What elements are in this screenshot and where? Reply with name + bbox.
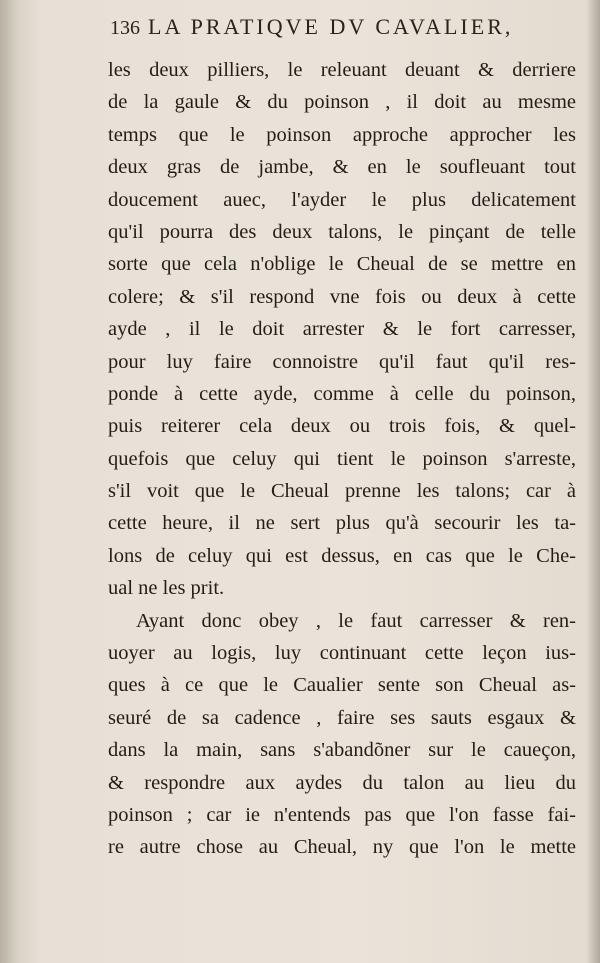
text-line: lons de celuy qui est dessus, en cas que le Che- [108,544,576,567]
text-line: poinson ; car ie n'entends pas que l'on fasse fai- [108,803,576,826]
text-line: puis reiterer cela deux ou trois fois, & quel- [108,415,576,438]
text-line: dans la main, sans s'abandõner sur le caueçon, [108,739,576,762]
body-text [108,54,576,864]
text-line: ques à ce que le Caualier sente son Cheual as- [108,674,576,697]
text-line: sorte que cela n'oblige le Cheual de se mettre en [108,253,576,276]
text-line: doucement auec, l'ayder le plus delicatement [108,188,576,211]
text-line: deux gras de jambe, & en le soufleuant tout [108,156,576,179]
text-line: pour luy faire connoistre qu'il faut qu'il res- [108,350,576,373]
running-head: LA PRATIQVE DV CAVALIER, [148,14,514,39]
text-line: colere; & s'il respond vne fois ou deux à cette [108,285,576,308]
text-line: de la gaule & du poinson , il doit au mesme [108,91,576,114]
text-line: les deux pilliers, le releuant deuant & derriere [108,59,576,81]
text-line: ual ne les prit. [108,577,225,600]
text-line: seuré de sa cadence , faire ses sauts esgaux & [108,706,576,729]
text-line: re autre chose au Cheual, ny que l'on le mette [108,836,576,859]
text-line: & respondre aux aydes du talon au lieu du [108,771,576,794]
text-line: qu'il pourra des deux talons, le pinçant de telle [108,220,576,243]
paragraph-start-line: Ayant donc obey , le faut carresser & ren- [136,609,576,632]
text-line: ayde , il le doit arrester & le fort carresser, [108,318,576,341]
text-line: ponde à cette ayde, comme à celle du poinson, [108,382,576,405]
text-line: s'il voit que le Cheual prenne les talons; car à [108,480,576,503]
text-line: cette heure, il ne sert plus qu'à secourir les ta- [108,512,576,535]
text-line: quefois que celuy qui tient le poinson s'arreste, [108,447,576,470]
page-header [110,14,580,46]
page-number: 136 [110,17,140,39]
text-line: temps que le poinson approche approcher les [108,123,576,146]
text-line: uoyer au logis, luy continuant cette leçon ius- [108,642,576,665]
